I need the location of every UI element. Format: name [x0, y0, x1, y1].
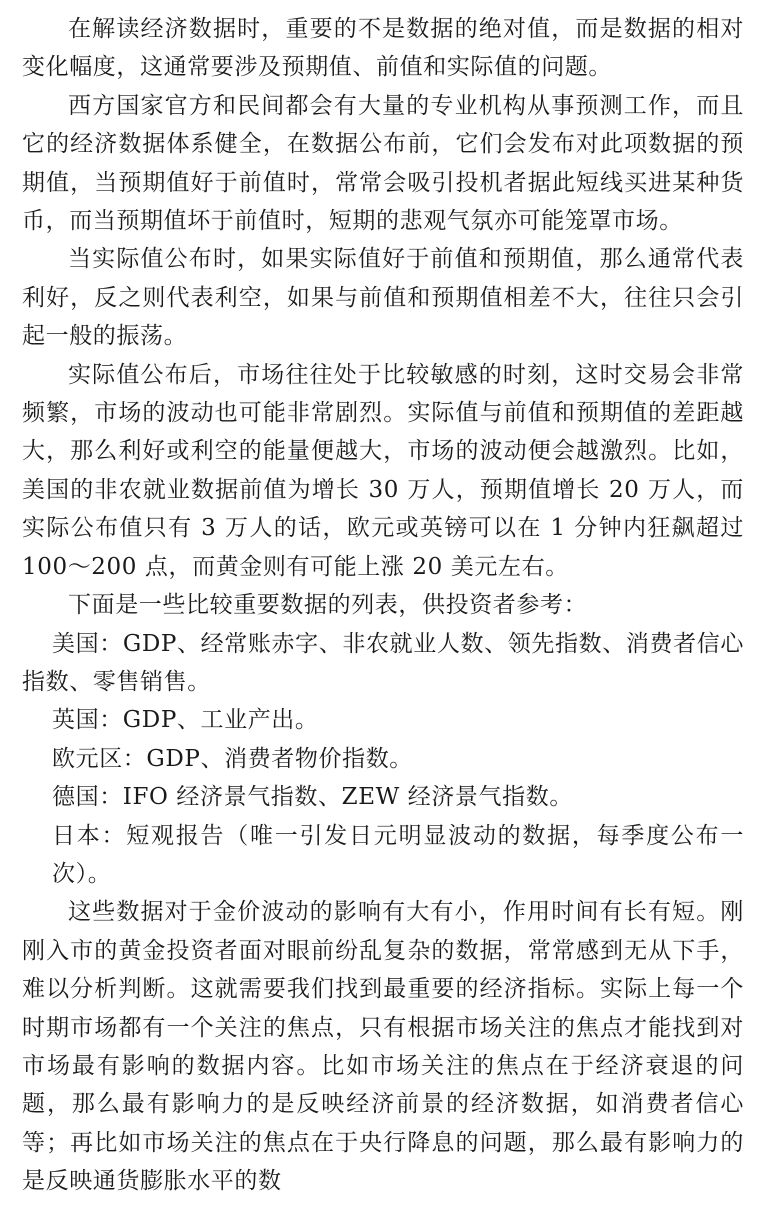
list-item-uk: 英国：GDP、工业产出。 [52, 707, 319, 734]
list-item-germany: 德国：IFO 经济景气指数、ZEW 经济景气指数。 [52, 784, 573, 811]
paragraph-market-volatility: 实际值公布后，市场往往处于比较敏感的时刻，这时交易会非常频繁，市场的波动也可能非常剧烈。实际值与前值和预期值的差距越大，那么利好或利空的能量便越大，市场的波动便会越激烈。比如，美国的非农就业数据前值为增长 30 万人，预期值增长 20 万人，而实际公布值只有 3 万人的话，欧元或英镑可以在 1 分钟内狂飙超过 100～200 点，而黄金则有可能上涨 20 美元左右。 [22, 361, 744, 580]
list-item-japan: 日本：短观报告（唯一引发日元明显波动的数据，每季度公布一次）。 [52, 822, 744, 887]
list-intro: 下面是一些比较重要数据的列表，供投资者参考： [68, 592, 588, 619]
list-item-usa: 美国：GDP、经常账赤字、非农就业人数、领先指数、消费者信心指数、零售销售。 [22, 630, 744, 695]
paragraph-actual-value: 当实际值公布时，如果实际值好于前值和预期值，那么通常代表利好，反之则代表利空，如果与前值和预期值相差不大，往往只会引起一般的振荡。 [22, 246, 744, 350]
paragraph-key-indicators: 这些数据对于金价波动的影响有大有小，作用时间有长有短。刚刚入市的黄金投资者面对眼前纷乱复杂的数据，常常感到无从下手，难以分析判断。这就需要我们找到最重要的经济指标。实际上每一个时期市场都有一个关注的焦点，只有根据市场关注的焦点才能找到对市场最有影响的数据内容。比如市场关注的焦点在于经济衰退的问题，那么最有影响力的是反映经济前景的经济数据，如消费者信心等；再比如市场关注的焦点在于央行降息的问题，那么最有影响力的是反映通货膨胀水平的数 [22, 899, 744, 1195]
paragraph-forecast-value: 西方国家官方和民间都会有大量的专业机构从事预测工作，而且它的经济数据体系健全，在数据公布前，它们会发布对此项数据的预期值，当预期值好于前值时，常常会吸引投机者据此短线买进某种货币，而当预期值坏于前值时，短期的悲观气氛亦可能笼罩市场。 [22, 92, 744, 235]
list-item-eurozone: 欧元区：GDP、消费者物价指数。 [52, 745, 413, 772]
document-page [22, 10, 744, 1201]
paragraph-data-interpretation: 在解读经济数据时，重要的不是数据的绝对值，而是数据的相对变化幅度，这通常要涉及预期值、前值和实际值的问题。 [22, 16, 744, 81]
